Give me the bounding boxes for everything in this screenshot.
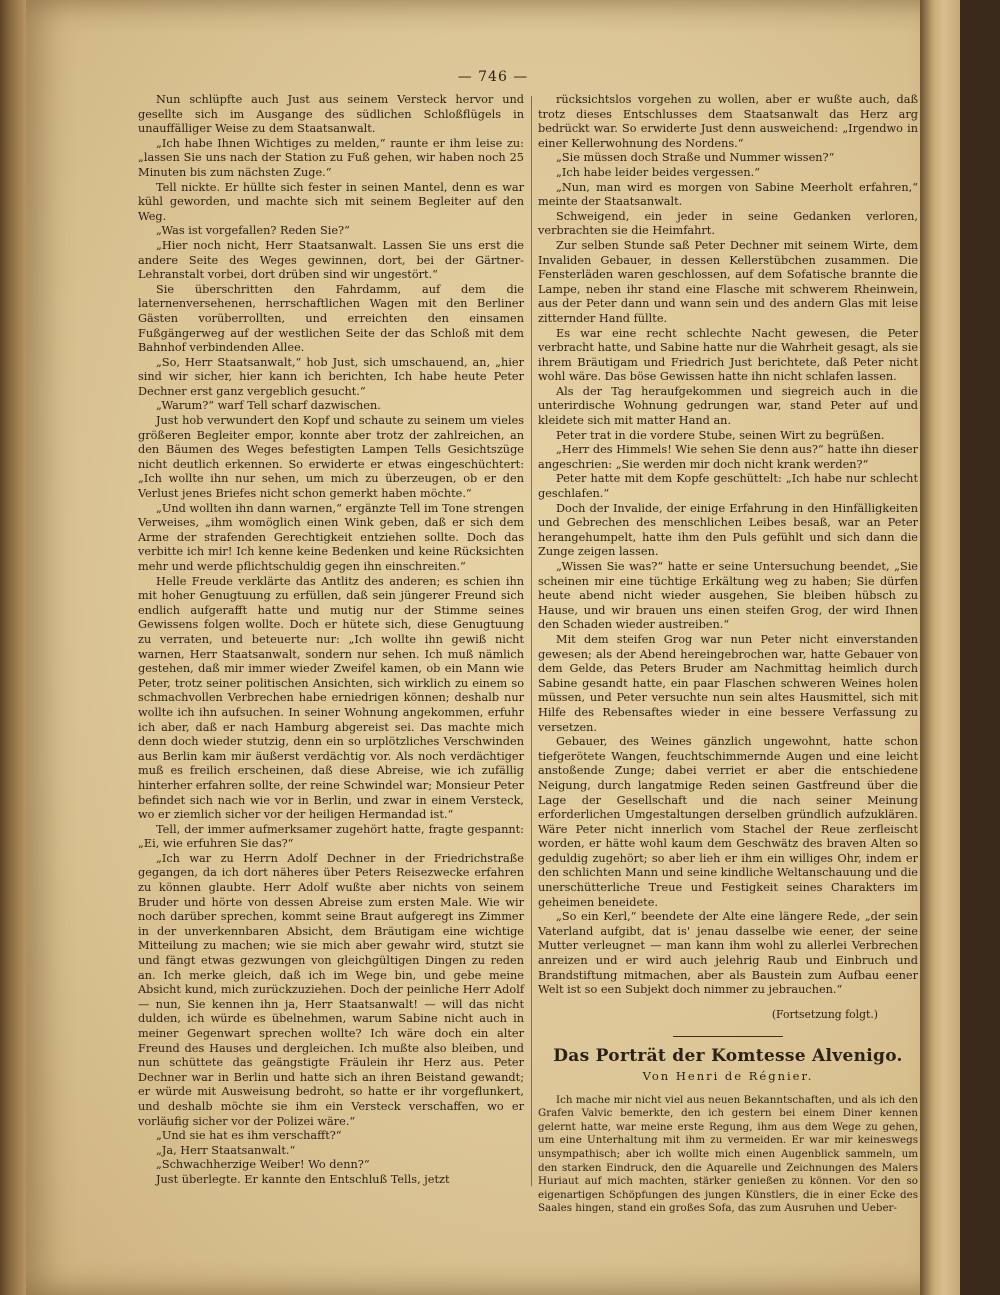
story-text bbox=[538, 1094, 918, 1216]
paragraph: „Sie müssen doch Straße und Nummer wissen?“ bbox=[556, 151, 835, 165]
left-column bbox=[138, 93, 524, 1193]
page-number: — 746 — bbox=[457, 69, 529, 85]
newspaper-page bbox=[26, 0, 960, 1295]
paragraph: Als der Tag heraufgekommen und siegreich auch in die unterirdische Wohnung gedrungen war, stand Peter auf und kleidete sich mit matter Hand an. bbox=[538, 384, 918, 428]
paragraph: „Wissen Sie was?“ hatte er seine Untersuchung beendet, „Sie scheinen mir eine tüchtige Erkältung weg zu haben; Sie dürfen heute abend nicht wieder ausgehen, Sie bleiben hübsch zu Hause, und wir brauen uns einen steifen Grog, der wird Ihnen den Schaden wieder austreiben.“ bbox=[538, 560, 918, 632]
column-divider bbox=[531, 96, 532, 1186]
paragraph: „Ich war zu Herrn Adolf Dechner in der Friedrichstraße gegangen, da ich dort näheres über Peters Reisezwecke erfahren zu können glaubte. Herr Adolf wußte aber nichts von seinem Bruder und hörte von dessen Abreise zum ersten Male. Wie wir noch darüber sprechen, kommt seine Braut aufgeregt ins Zimmer in der unverkennbaren Absicht, dem Bräutigam eine wichtige Mitteilung zu machen; wie sie mich aber gewahr wird, stutzt sie und fängt etwas gezwungen von gleichgültigen Dingen zu reden an. Ich merke gleich, daß ich im Wege bin, und gebe meine Absicht kund, mich zurückzuziehen. Doch der peinliche Herr Adolf — nun, Sie kennen ihn ja, Herr Staatsanwalt! — will das nicht dulden, ich würde es übelnehmen, warum Sabine nicht auch in meiner Gegenwart sprechen wollte? Ich wäre doch ein alter Freund des Hauses und dergleichen. Ich mußte also bleiben, und nun schüttete das geängstigte Fräulein ihr Herz aus. Peter Dechner war in Berlin und hatte sich an ihren Beistand gewandt; er würde mit Ausweisung bedroht, so hatte er ihr vorgeflunkert, und deshalb möchte sie ihm ein Versteck verschaffen, wo er vorläufig sicher vor der Polizei wäre.“ bbox=[138, 851, 524, 1128]
paragraph: rücksichtslos vorgehen zu wollen, aber er wußte auch, daß trotz dieses Entschlusses dem Staatsanwalt das Herz arg bedrückt war. So erwiderte Just denn ausweichend: „Irgendwo in einer Kellerwohnung des Nordens.“ bbox=[538, 93, 918, 150]
paragraph: Doch der Invalide, der einige Erfahrung in den Hinfälligkeiten und Gebrechen des menschlichen Leibes besaß, war an Peter herangehumpelt, hatte ihm den Puls gefühlt und sich dann die Zunge zeigen lassen. bbox=[538, 501, 918, 559]
paragraph: Sie überschritten den Fahrdamm, auf dem die laternenversehenen, herrschaftlichen Wagen mit den Berliner Gästen vorüberrollten, und erreichten den einsamen Fußgängerweg auf der westlichen Seite der das Schloß mit dem Bahnhof verbindenden Allee. bbox=[138, 282, 524, 355]
paragraph: Mit dem steifen Grog war nun Peter nicht einverstanden gewesen; als der Abend hereingebrochen war, hatte Gebauer von dem Gelde, das Peters Bruder am Nachmittag heimlich durch Sabine gesandt hatte, ein paar Flaschen schweren Weines holen müssen, und Peter versuchte nun sein altes Hausmittel, sich mit Hilfe des Rebensaftes wieder in eine bessere Verfassung zu versetzen. bbox=[538, 632, 918, 734]
paragraph: Peter trat in die vordere Stube, seinen Wirt zu begrüßen. bbox=[556, 428, 885, 442]
paragraph: Helle Freude verklärte das Antlitz des anderen; es schien ihn mit hoher Genugtuung zu erfüllen, daß sein jüngerer Freund sich endlich aufgerafft hatte und mutig nur der Stimme seines Gewissens folgen wollte. Doch er hütete sich, diese Genugtuung zu verraten, und beteuerte nur: „Ich wollte ihn gewiß nicht warnen, Herr Staatsanwalt, sondern nur sehen. Ich muß nämlich gestehen, daß mir immer wieder Zweifel kamen, ob ein Mann wie Peter, trotz seiner politischen Ansichten, sich wirklich zu einem so schmachvollen Verbrechen habe erniedrigen können; deshalb nur wollte ich ihn aufsuchen. In seiner Wohnung angekommen, erfuhr ich aber, daß er nach Hamburg abgereist sei. Das machte mich denn doch wieder stutzig, denn ein so urplötzliches Verschwinden aus Berlin kam mir äußerst verdächtig vor. Als noch verdächtiger muß es freilich erscheinen, daß diese Abreise, wie ich zufällig hinterher erfahren sollte, der reine Schwindel war; Monsieur Peter befindet sich nach wie vor in Berlin, und zwar in einem Versteck, wo er ziemlich sicher vor der heiligen Hermandad ist.“ bbox=[138, 574, 524, 822]
paragraph: Peter hatte mit dem Kopfe geschüttelt: „Ich habe nur schlecht geschlafen.“ bbox=[538, 472, 918, 501]
story-title: Das Porträt der Komtesse Alvenigo. bbox=[553, 1046, 903, 1067]
book-binding-edge bbox=[0, 0, 26, 1295]
paragraph: „Und sie hat es ihm verschafft?“ bbox=[156, 1129, 342, 1143]
paragraph: „Und wollten ihn dann warnen,“ ergänzte Tell im Tone strengen Verweises, „ihm womöglich einen Wink geben, daß er sich dem Arme der strafenden Gerechtigkeit entziehen sollte. Doch das verbitte ich mir! Ich kenne keine Bedenken und keine Rücksichten mehr und werde pflichtschuldig gegen ihn einschreiten.“ bbox=[138, 501, 524, 573]
paragraph: Just überlegte. Er kannte den Entschluß Tells, jetzt bbox=[156, 1172, 450, 1186]
paragraph: Nun schlüpfte auch Just aus seinem Versteck hervor und gesellte sich im Ausgange des südlichen Schloßflügels in unauffälliger Weise zu dem Staatsanwalt. bbox=[138, 93, 524, 136]
paragraph: „So ein Kerl,“ beendete der Alte eine längere Rede, „der sein Vaterland aufgibt, dat is' jenau dasselbe wie eener, der seine Mutter verleugnet — man kann ihm wohl zu allerlei Verbrechen anreizen und er wird auch jelehrig Raub und Einbruch und Brandstiftung mitmachen, aber als Baustein zum Aufbau eener Welt ist so een Subjekt doch nimmer zu jebrauchen.“ bbox=[538, 910, 918, 997]
paragraph: Ich mache mir nicht viel aus neuen Bekanntschaften, und als ich den Grafen Valvic bemerkte, den ich gestern bei einem Diner kennen gelernt hatte, war meine erste Regung, ihm aus dem Wege zu gehen, um eine Unterhaltung mit ihm zu vermeiden. Er war mir keineswegs unsympathisch; aber ich wollte mich einen Augenblick sammeln, um den starken Eindruck, den die Aquarelle und Zeichnungen des Malers Huriaut auf mich machten, stärker genießen zu können. Vor den so eigenartigen Schöpfungen des jungen Künstlers, die in einer Ecke des Saales hingen, stand ein großes Sofa, das zum Ausruhen und Ueber- bbox=[538, 1093, 918, 1215]
right-column bbox=[538, 93, 918, 1215]
section-divider bbox=[673, 1036, 783, 1037]
story-author: Von Henri de Régnier. bbox=[642, 1069, 814, 1083]
paragraph: „Schwachherzige Weiber! Wo denn?“ bbox=[156, 1158, 370, 1172]
paragraph: Schweigend, ein jeder in seine Gedanken verloren, verbrachten sie die Heimfahrt. bbox=[538, 209, 918, 238]
paragraph: „Hier noch nicht, Herr Staatsanwalt. Lassen Sie uns erst die andere Seite des Weges gewinnen, dort, bei der Gärtner-Lehranstalt vorbei, dort drüben sind wir ungestört.“ bbox=[138, 238, 524, 282]
paragraph: „Ich habe Ihnen Wichtiges zu melden,“ raunte er ihm leise zu: „lassen Sie uns nach der Station zu Fuß gehen, wir haben noch 25 Minuten bis zum nächsten Zuge.“ bbox=[138, 136, 524, 179]
paragraph: „Ja, Herr Staatsanwalt.“ bbox=[156, 1143, 296, 1157]
paragraph: Es war eine recht schlechte Nacht gewesen, die Peter verbracht hatte, und Sabine hatte nur die Wahrheit gesagt, als sie ihrem Bräutigam und Friedrich Just berichtete, daß Peter nicht wohl wäre. Das böse Gewissen hatte ihn nicht schlafen lassen. bbox=[538, 326, 918, 384]
paragraph: „Herr des Himmels! Wie sehen Sie denn aus?“ hatte ihn dieser angeschrien: „Sie werden mir doch nicht krank werden?“ bbox=[538, 443, 918, 471]
paragraph: „Nun, man wird es morgen von Sabine Meerholt erfahren,“ meinte der Staatsanwalt. bbox=[538, 180, 918, 209]
paragraph: Tell, der immer aufmerksamer zugehört hatte, fragte gespannt: „Ei, wie erfuhren Sie das?“ bbox=[138, 822, 524, 851]
right-column-text bbox=[538, 93, 918, 998]
paragraph: „Ich habe leider beides vergessen.“ bbox=[556, 165, 760, 179]
page-header bbox=[26, 66, 960, 86]
continuation-note: (Fortsetzung folgt.) bbox=[771, 1007, 878, 1021]
paragraph: Tell nickte. Er hüllte sich fester in seinen Mantel, denn es war kühl geworden, und machte sich mit seinem Begleiter auf den Weg. bbox=[138, 180, 524, 223]
paragraph: Just hob verwundert den Kopf und schaute zu seinem um vieles größeren Begleiter empor, konnte aber trotz der zahlreichen, an den Bäumen des Weges befestigten Lampen Tells Gesichtszüge nicht deutlich erkennen. So erwiderte er etwas eingeschüchtert: „Ich wollte ihn nur sehen, um mich zu überzeugen, ob er den Verlust jenes Briefes nicht schon gemerkt haben möchte.“ bbox=[138, 414, 524, 501]
paragraph: Gebauer, des Weines gänzlich ungewohnt, hatte schon tiefgerötete Wangen, feuchtschimmernde Augen und eine leicht anstoßende Zunge; dabei verriet er aber die entschiedene Neigung, durch langatmige Reden seinen Gastfreund über die Lage der Gesellschaft und die nach seiner Meinung erforderlichen Umgestaltungen derselben gründlich aufzuklären. Wäre Peter nicht innerlich vom Stachel der Reue zerfleischt worden, er hätte wohl kaum dem Geschwätz des braven Alten so geduldig zugehört; so aber lieh er ihm ein williges Ohr, indem er den schlichten Mann und seine kindliche Weltanschauung und die unerschütterliche Treue und Festigkeit seines Charakters im geheimen beneidete. bbox=[538, 735, 918, 909]
paragraph: Zur selben Stunde saß Peter Dechner mit seinem Wirte, dem Invaliden Gebauer, in dessen Kellerstübchen zusammen. Die Fensterläden waren geschlossen, auf dem Sofatische brannte die Lampe, neben ihr stand eine Flasche mit schwerem Rheinwein, aus der Peter dann und wann sein und des andern Glas mit leise zitternder Hand füllte. bbox=[538, 238, 918, 325]
next-page-edge bbox=[920, 0, 960, 1295]
paragraph: „Warum?“ warf Tell scharf dazwischen. bbox=[156, 399, 381, 413]
paragraph: „So, Herr Staatsanwalt,“ hob Just, sich umschauend, an, „hier sind wir sicher, hier kann ich berichten, Ich habe heute Peter Dechner erst ganz vergeblich gesucht.“ bbox=[138, 355, 524, 398]
paragraph: „Was ist vorgefallen? Reden Sie?“ bbox=[156, 224, 350, 238]
